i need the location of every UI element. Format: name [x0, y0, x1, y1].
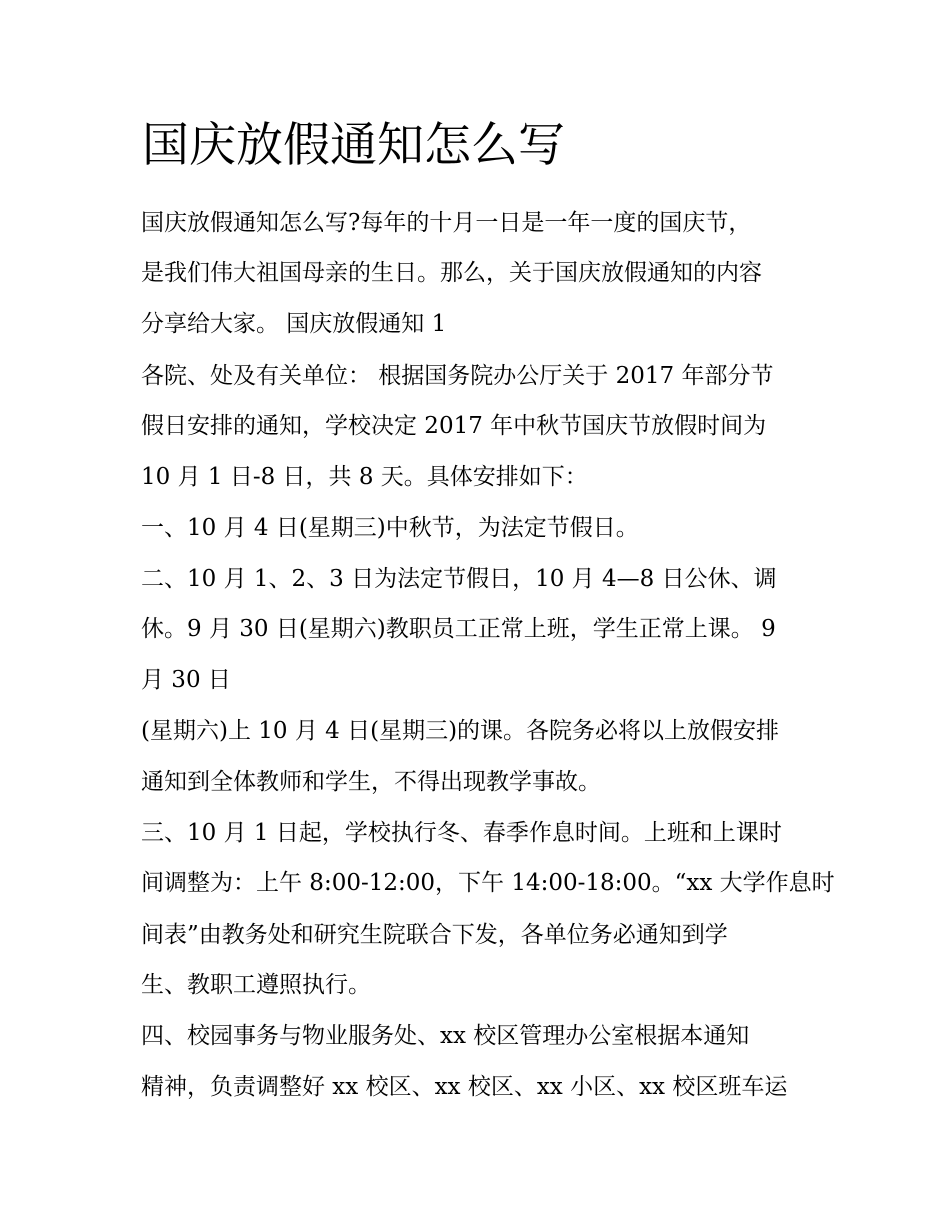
body-line: (星期六)上 10 月 4 日(星期三)的课。各院务必将以上放假安排: [141, 718, 780, 744]
body-line: 三、10 月 1 日起，学校执行冬、春季作息时间。上班和上课时: [141, 820, 782, 846]
body-line: 是我们伟大祖国母亲的生日。那么，关于国庆放假通知的内容: [141, 260, 762, 286]
body-line: 精神，负责调整好 xx 校区、xx 校区、xx 小区、xx 校区班车运: [141, 1074, 788, 1100]
body-line: 生、教职工遵照执行。: [141, 972, 371, 998]
document-title: 国庆放假通知怎么写: [142, 118, 565, 173]
body-line: 假日安排的通知，学校决定 2017 年中秋节国庆节放假时间为: [141, 413, 767, 439]
body-line: 二、10 月 1、2、3 日为法定节假日，10 月 4—8 日公休、调: [141, 566, 777, 592]
body-line: 月 30 日: [141, 667, 231, 693]
body-line: 通知到全体教师和学生，不得出现教学事故。: [141, 769, 601, 795]
body-line: 间调整为：上午 8:00-12:00，下午 14:00-18:00。“xx 大学作息时: [141, 870, 835, 896]
body-line: 四、校园事务与物业服务处、xx 校区管理办公室根据本通知: [141, 1023, 750, 1049]
body-line: 各院、处及有关单位： 根据国务院办公厅关于 2017 年部分节: [141, 363, 774, 389]
body-line: 间表”由教务处和研究生院联合下发，各单位务必通知到学: [141, 922, 728, 948]
body-line: 国庆放假通知怎么写?每年的十月一日是一年一度的国庆节，: [141, 210, 752, 236]
body-line: 一、10 月 4 日(星期三)中秋节，为法定节假日。: [141, 515, 639, 541]
body-line: 休。9 月 30 日(星期六)教职员工正常上班，学生正常上课。 9: [141, 616, 776, 642]
body-line: 分享给大家。 国庆放假通知 1: [141, 311, 447, 337]
body-line: 10 月 1 日-8 日，共 8 天。具体安排如下：: [141, 464, 588, 490]
